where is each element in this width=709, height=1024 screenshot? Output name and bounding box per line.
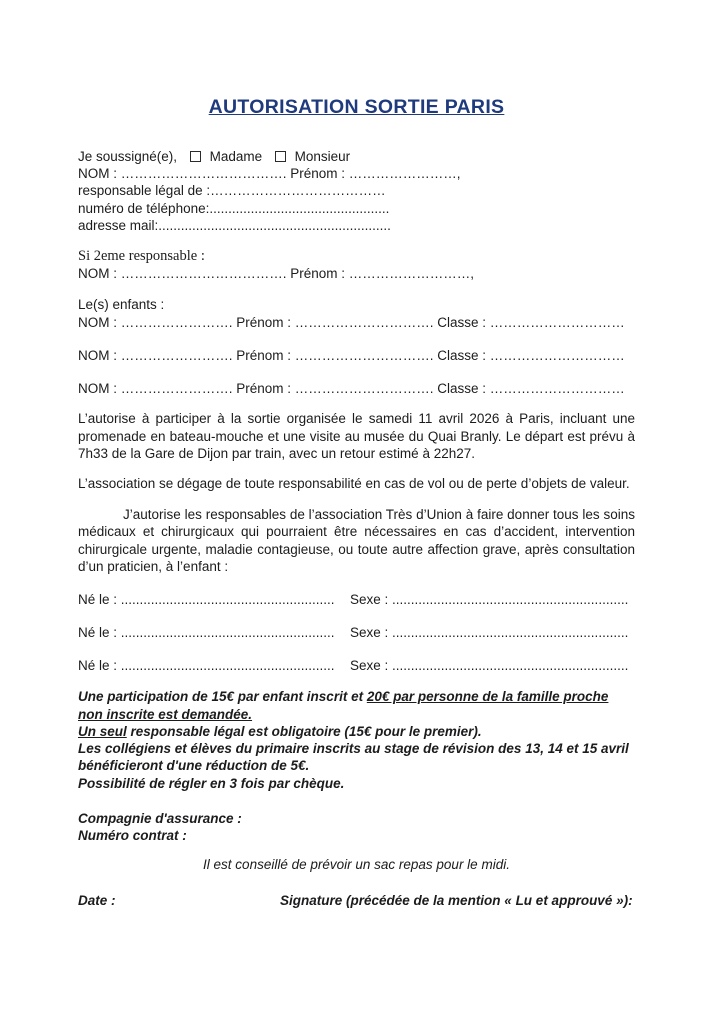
liability-paragraph: L’association se dégage de toute responsabilité en cas de vol ou de perte d’objets de valeur. <box>78 476 630 492</box>
fees-section <box>78 688 635 791</box>
insurance-contract-label: Numéro contrat : <box>78 827 187 843</box>
children-section <box>78 296 635 397</box>
monsieur-checkbox[interactable] <box>275 151 286 162</box>
soussigne-text: Je soussigné(e), <box>78 149 178 164</box>
guardian2-name-field-line: NOM : ………………………………. Prénom : ………………………, <box>78 266 475 282</box>
lunch-note: Il est conseillé de prévoir un sac repas pour le midi. <box>203 857 510 873</box>
fees-line-5: bénéficieront d'une réduction de 5€. <box>78 758 310 774</box>
monsieur-label: Monsieur <box>294 149 351 164</box>
insurance-company-label: Compagnie d'assurance : <box>78 810 242 826</box>
fees-line-4: Les collégiens et élèves du primaire inscrits au stage de révision des 13, 14 et 15 avril <box>78 741 629 757</box>
sex-field-line: Sexe : ............................................................... <box>350 592 629 608</box>
fees-line-6: Possibilité de régler en 3 fois par chèque. <box>78 775 345 791</box>
child-row: NOM : ……………………. Prénom : …………………………. Classe : ………………………… <box>78 347 625 363</box>
madame-checkbox[interactable] <box>190 151 201 162</box>
birthdate-field-line: Né le : ......................................................... <box>78 625 335 641</box>
soussigne-line <box>78 148 635 165</box>
guardian1-phone-field-line: numéro de téléphone:................................................ <box>78 200 390 216</box>
fees-line-3-underlined: Un seul <box>78 723 127 739</box>
guardian1-name-field-line: NOM : ………………………………. Prénom : ……………………, <box>78 166 461 182</box>
medical-authorization-paragraph: J’autorise les responsables de l’association Très d’Union à faire donner tous les soins médicaux et chirurgicaux qui pourraient être nécessaires en cas d’accident, intervention chirurgicale urgente, maladie contagieuse, ou toute autre affection grave, après consultation d’un praticien, à l’enfant : <box>78 506 635 575</box>
madame-option <box>190 149 266 164</box>
fees-line-3-normal: responsable légal est obligatoire (15€ pour le premier). <box>126 723 482 739</box>
guardian1-section <box>78 148 635 234</box>
insurance-section <box>78 810 635 844</box>
birth-row <box>78 624 635 641</box>
monsieur-option <box>275 149 350 164</box>
birthdate-field-line: Né le : ......................................................... <box>78 592 335 608</box>
guardian1-legal-field-line: responsable légal de :………………………………… <box>78 183 386 199</box>
trip-paragraph: L’autorise à participer à la sortie organisée le samedi 11 avril 2026 à Paris, incluant une promenade en bateau-mouche et une visite au musée du Quai Branly. Le départ est prévu à 7h33 de la Gare de Dijon par train, avec un retour estimé à 22h27. <box>78 411 635 462</box>
birth-rows-section <box>78 591 635 674</box>
children-rows <box>78 314 635 398</box>
fees-line-2: non inscrite est demandée. <box>78 706 253 722</box>
footer-row <box>78 892 635 909</box>
madame-label: Madame <box>209 149 263 164</box>
birthdate-field-line: Né le : ......................................................... <box>78 658 335 674</box>
sex-field-line: Sexe : ............................................................... <box>350 658 629 674</box>
child-row: NOM : ……………………. Prénom : …………………………. Classe : ………………………… <box>78 381 625 397</box>
fees-line-3 <box>78 723 635 740</box>
date-label: Date : <box>78 893 116 909</box>
child-row: NOM : ……………………. Prénom : …………………………. Classe : ………………………… <box>78 314 625 330</box>
children-heading: Le(s) enfants : <box>78 297 165 313</box>
fees-line-1-normal: Une participation de 15€ par enfant inscrit et <box>78 689 367 705</box>
birth-row <box>78 591 635 608</box>
birth-row <box>78 657 635 674</box>
signature-label: Signature (précédée de la mention « Lu et approuvé »): <box>280 893 633 909</box>
guardian1-mail-field-line: adresse mail:.............................................................. <box>78 217 391 233</box>
page-title: AUTORISATION SORTIE PARIS <box>208 96 505 118</box>
guardian2-heading: Si 2eme responsable : <box>78 248 205 265</box>
fees-line-1 <box>78 688 635 705</box>
sex-field-line: Sexe : ............................................................... <box>350 625 629 641</box>
guardian2-section <box>78 248 635 282</box>
fees-line-1-underlined: 20€ par personne de la famille proche <box>366 689 609 705</box>
